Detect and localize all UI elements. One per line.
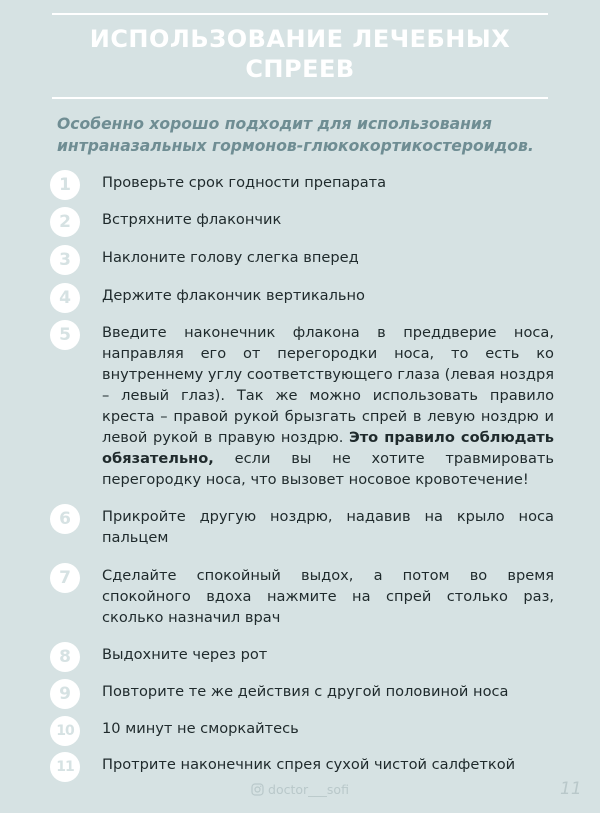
subtitle: Особенно хорошо подходит для использования интраназальных гормонов-глюкокортикостероидов. bbox=[57, 115, 534, 155]
step-text: Проверьте срок годности препарата bbox=[102, 174, 387, 191]
step-number: 11 bbox=[50, 752, 80, 782]
page-title: ИСПОЛЬЗОВАНИЕ ЛЕЧЕБНЫХ СПРЕЕВ bbox=[89, 25, 511, 83]
instagram-icon bbox=[251, 783, 264, 799]
step-text-part: Введите наконечник флакона в преддверие носа, направляя его от перегородки носа, то есть ко внутреннему углу соответствующего глаза (левая ноздря – левый глаз). Так же можно использовать правило креста – правой рукой брызгать спрей в левую ноздрю и левой рукой в правую ноздрю. bbox=[102, 324, 554, 446]
step-text: Повторите те же действия с другой половиной носа bbox=[102, 683, 509, 700]
instagram-handle: doctor___sofi bbox=[268, 782, 349, 797]
step-number: 2 bbox=[50, 207, 80, 237]
step-text bbox=[102, 322, 554, 490]
step-text: Встряхните флакончик bbox=[102, 211, 282, 228]
step-text: Сделайте спокойный выдох, а потом во время спокойного вдоха нажмите на спрей столько раз, сколько назначил врач bbox=[102, 567, 554, 626]
step-number: 1 bbox=[50, 170, 80, 200]
step-number: 4 bbox=[50, 283, 80, 313]
step-number: 3 bbox=[50, 245, 80, 275]
step-number: 10 bbox=[50, 716, 80, 746]
footer-handle bbox=[0, 782, 600, 799]
step-text: Выдохните через рот bbox=[102, 646, 268, 663]
step-text: Прикройте другую ноздрю, надавив на крыло носа пальцем bbox=[102, 508, 554, 546]
step-text: Протрите наконечник спрея сухой чистой салфеткой bbox=[102, 756, 516, 773]
page-number: 11 bbox=[560, 779, 582, 799]
step-text: 10 минут не сморкайтесь bbox=[102, 720, 299, 737]
step-number: 8 bbox=[50, 642, 80, 672]
bottom-divider bbox=[52, 97, 548, 99]
step-text-part: если вы не хотите травмировать перегородку носа, что вызовет носовое кровотечение! bbox=[102, 450, 554, 488]
step-text-emphasis: Это правило соблюдать обязательно, bbox=[102, 429, 554, 467]
step-number: 6 bbox=[50, 504, 80, 534]
top-divider bbox=[52, 13, 548, 15]
step-number: 9 bbox=[50, 679, 80, 709]
step-number: 7 bbox=[50, 563, 80, 593]
step-text: Держите флакончик вертикально bbox=[102, 287, 365, 304]
step-number: 5 bbox=[50, 320, 80, 350]
step-text: Наклоните голову слегка вперед bbox=[102, 249, 359, 266]
